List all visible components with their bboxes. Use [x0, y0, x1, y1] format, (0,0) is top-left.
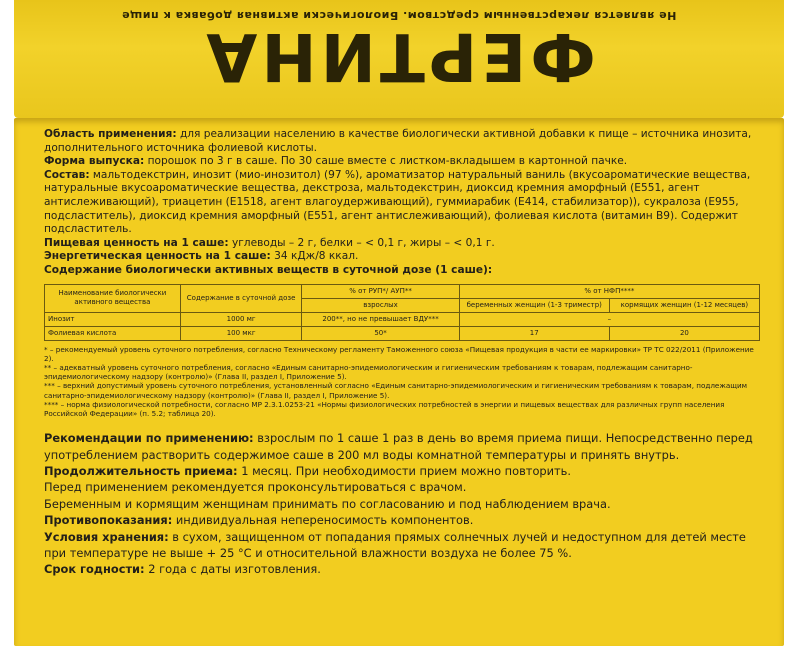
usage-text: взрослым по 1 саше 1 раз в день во время приема пищи. Непосредственно перед употреблением растворить содержимое саше в 200 мл воды комнатной температуры и принять внутрь. [44, 431, 753, 462]
box-lid [14, 0, 784, 118]
nutrition-paragraph [44, 237, 760, 251]
cell-rup: 200**, но не превышает ВДУ*** [302, 312, 459, 326]
composition-label: Состав: [44, 168, 90, 181]
storage-text: в сухом, защищенном от попадания прямых солнечных лучей и недоступном для детей месте при температуре не выше + 25 °С и относительной влажности воздуха не более 75 %. [44, 529, 746, 560]
th-name: Наименование биологически активного вещества [45, 284, 181, 312]
form-paragraph [44, 155, 760, 169]
consult-paragraph: Перед применением рекомендуется проконсультироваться с врачом. [44, 480, 467, 495]
cell-amount: 1000 мг [180, 312, 302, 326]
label-content [44, 128, 760, 578]
lid-text [14, 8, 784, 95]
contra-paragraph [44, 512, 760, 528]
cell-name: Фолиевая кислота [45, 326, 181, 340]
storage-label: Условия хранения: [44, 529, 169, 544]
form-text: порошок по 3 г в саше. По 30 саше вместе с листком-вкладышем в картонной пачке. [144, 155, 628, 168]
th-adults: взрослых [302, 298, 459, 312]
cell-pregnant: 17 [459, 326, 609, 340]
table-row [45, 312, 760, 326]
table-row [45, 326, 760, 340]
storage-paragraph [44, 529, 760, 562]
form-label: Форма выпуска: [44, 155, 145, 168]
footnote: **** – норма физиологической потребности, согласно МР 2.3.1.0253-21 «Нормы физиологических потребностей в энергии и пищевых веществах для различных групп населения Российской Федерации» (п. 5.2; таблица 20). [44, 399, 725, 418]
composition-text: мальтодекстрин, инозит (мио-инозитол) (97 %), ароматизатор натуральный ваниль (вкусоароматические вещества, натуральные вкусоароматические вещества, декстроза, мальтодекстрин, диоксид кремния аморфный (Е551, агент антислеживающий), триацетин (Е1518, агент влагоудерживающий), гуммиарабик (Е414, стабилизатор)), сукралоза (Е955, подсластитель), диоксид кремния аморфный (Е551, агент антислеживающий), фолиевая кислота (витамин В9). Содержит подсластитель. [44, 168, 751, 236]
energy-text: 34 кДж/8 ккал. [270, 250, 359, 263]
th-nfp: % от НФП**** [459, 284, 759, 298]
nutrition-label: Пищевая ценность на 1 саше: [44, 236, 229, 249]
brand-subtitle: Не является лекарственным средством. Биологически активная добавка к пище [121, 9, 677, 22]
th-rup: % от РУП*/ АУП** [302, 284, 459, 298]
area-text: для реализации населению в качестве биологически активной добавки к пище – источника инозита, дополнительного источника фолиевой кислоты. [44, 128, 752, 154]
footnote: * – рекомендуемый уровень суточного потребления, согласно Техническому регламенту Таможенного союза «Пищевая продукция в части ее маркировки» ТР ТС 022/2011 (Приложение 2). [44, 344, 754, 363]
th-content: Содержание в суточной дозе [180, 284, 302, 312]
content-title [44, 264, 760, 278]
energy-paragraph [44, 250, 760, 264]
shelf-label: Срок годности: [44, 562, 145, 577]
cell-name: Инозит [45, 312, 181, 326]
usage-label: Рекомендации по применению: [44, 431, 254, 446]
shelf-text: 2 года с даты изготовления. [144, 562, 321, 577]
shelf-paragraph [44, 561, 760, 577]
cell-lactating: 20 [609, 326, 759, 340]
contra-text: индивидуальная непереносимость компонентов. [172, 513, 474, 528]
nutrient-table [44, 284, 760, 341]
composition-paragraph [44, 169, 760, 237]
footnote: *** – верхний допустимый уровень суточного потребления, установленный согласно «Единым санитарно-эпидемиологическим и гигиеническим требованиям к товарам, подлежащим санитарно-эпидемиологическому надзору (контролю)» (Глава II, раздел I, Приложение 5). [44, 381, 748, 400]
duration-text: 1 месяц. При необходимости прием можно повторить. [237, 463, 572, 478]
cell-amount: 100 мкг [180, 326, 302, 340]
content-title-text: Содержание биологически активных веществ в суточной дозе (1 саше): [44, 263, 493, 276]
th-pregnant: беременных женщин (1-3 триместр) [459, 298, 609, 312]
brand-logo: ФЕРТИНА [202, 18, 596, 95]
energy-label: Энергетическая ценность на 1 саше: [44, 250, 271, 263]
duration-paragraph [44, 463, 760, 479]
duration-label: Продолжительность приема: [44, 463, 238, 478]
th-lactating: кормящих женщин (1-12 месяцев) [609, 298, 759, 312]
cell-nfp: – [459, 312, 759, 326]
cell-rup: 50* [302, 326, 459, 340]
area-label: Область применения: [44, 128, 177, 140]
nutrition-text: углеводы – 2 г, белки – < 0,1 г, жиры – < 0,1 г. [228, 236, 495, 249]
usage-paragraph [44, 430, 760, 463]
area-paragraph [44, 128, 760, 155]
table-header-row [45, 284, 760, 298]
footnote: ** – адекватный уровень суточного потребления, согласно «Единым санитарно-эпидемиологическим и гигиеническим требованиям к товарам, подлежащим санитарно-эпидемиологическому надзору (контролю)» (Глава II, раздел I, Приложение 5). [44, 362, 693, 382]
pregnant-paragraph: Беременным и кормящим женщинам принимать по согласованию и под наблюдением врача. [44, 496, 611, 511]
contra-label: Противопоказания: [44, 513, 173, 528]
